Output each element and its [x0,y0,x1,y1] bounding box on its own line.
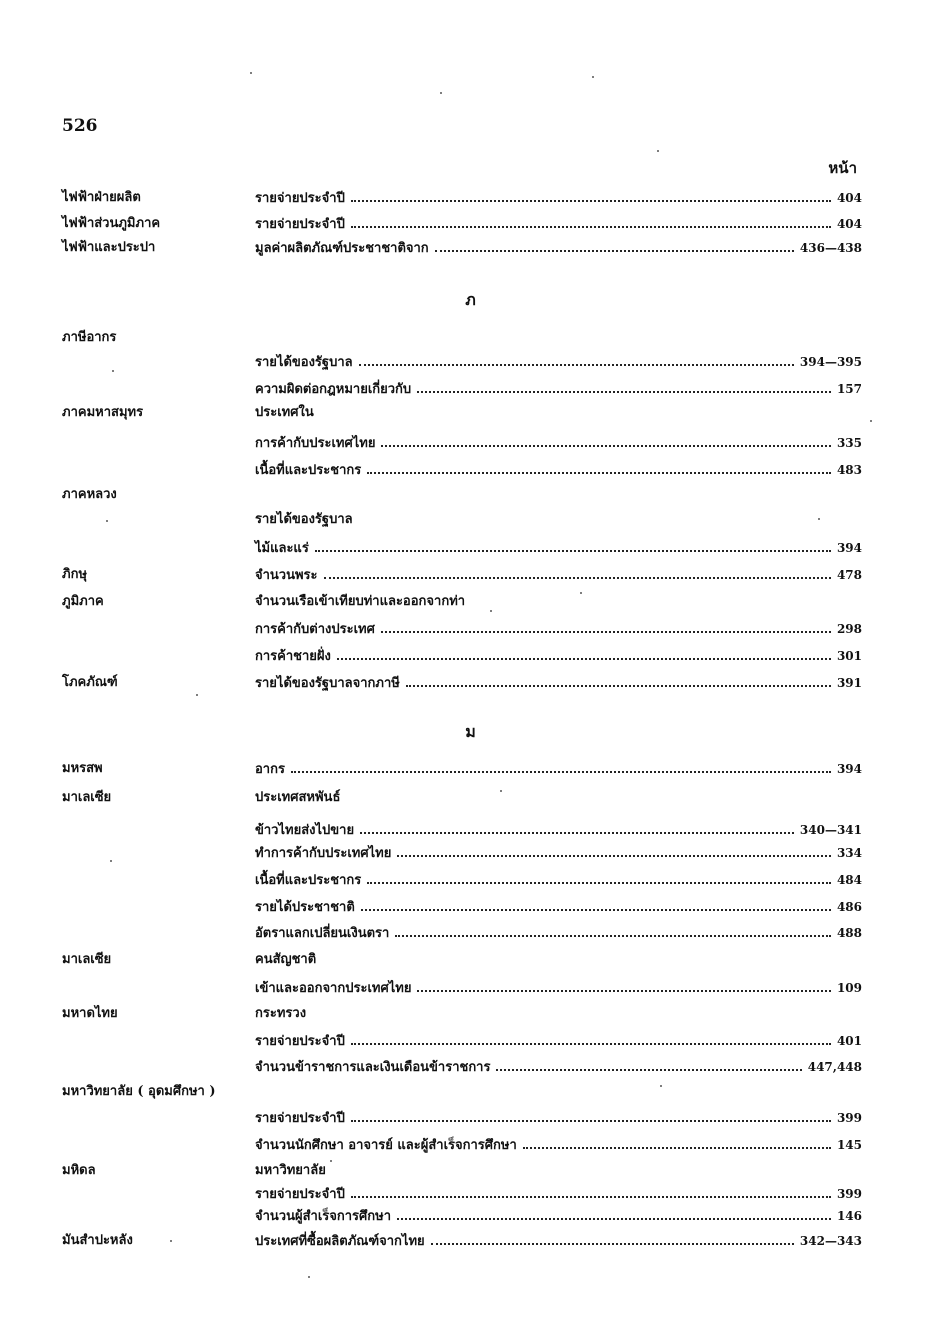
index-description [255,671,862,696]
scan-speck [112,370,114,372]
dot-leader [337,644,831,660]
index-description [255,1159,862,1183]
index-description [255,590,862,614]
page-reference: 391 [836,676,862,690]
index-description [255,976,862,1001]
page-reference: 301 [836,649,862,663]
index-description-text: รายจ่ายประจำปี [255,217,345,232]
index-description [255,236,862,261]
index-description [255,508,862,532]
page-reference: 146 [836,1209,862,1223]
index-description-text: จำนวนนักศึกษา อาจารย์ และผู้สำเร็จการศึกษา [255,1138,517,1153]
page-reference: 394 [836,762,862,776]
index-description-text: อากร [255,762,285,777]
index-description-text: รายได้ของรัฐบาล [255,355,353,370]
index-entry [62,536,862,560]
dot-leader [351,1182,831,1198]
index-description-text: รายจ่ายประจำปี [255,191,345,206]
index-term: มหิดล [62,1163,96,1178]
dot-leader [435,236,794,252]
page-reference: 334 [836,846,862,860]
index-description [255,1002,862,1026]
index-description [255,431,862,456]
index-entry [62,757,862,781]
index-description-text: ประเทศใน [255,405,314,420]
index-description [255,921,862,946]
index-description-text: รายได้ของรัฐบาล [255,512,353,527]
dot-leader [359,350,794,366]
index-description [255,350,862,375]
index-description [255,1055,862,1080]
index-description-text: การค้ากับต่างประเทศ [255,622,375,637]
page-reference: 488 [836,926,862,940]
index-entry [62,1229,862,1253]
scan-speck [250,72,252,74]
index-entry [62,671,862,695]
page-reference: 399 [836,1111,862,1125]
dot-leader [417,976,830,992]
index-entry [62,483,862,507]
index-term: ภาคมหาสมุทร [62,405,144,420]
page-reference: 145 [836,1138,862,1152]
index-entry [62,976,862,1000]
scan-speck [660,1085,662,1087]
index-description-text: อัตราแลกเปลี่ยนเงินตรา [255,926,390,941]
index-entry [62,617,862,641]
index-description-text: ประเทศที่ซื้อผลิตภัณฑ์จากไทย [255,1234,425,1249]
index-entry [62,1055,862,1079]
index-entry [62,868,862,892]
page-reference: 483 [836,463,862,477]
index-term: มหรสพ [62,761,103,776]
index-description-text: รายได้ของรัฐบาลจากภาษี [255,676,400,691]
index-description-text: การค้าชายฝั่ง [255,649,331,664]
index-description [255,458,862,483]
scan-speck [330,1160,332,1162]
page-reference: 447,448 [807,1060,862,1074]
index-description [255,841,862,866]
page-reference: 486 [836,900,862,914]
dot-leader [431,1229,794,1245]
dot-leader [351,186,831,202]
dot-leader [351,212,831,228]
index-description-text: รายจ่ายประจำปี [255,1111,345,1126]
dot-leader [406,671,831,687]
index-description [255,644,862,669]
index-description-text: ประเทศสหพันธ์ [255,790,341,805]
scan-speck [106,520,108,522]
page-reference: 298 [836,622,862,636]
index-description [255,401,862,425]
page-number: 526 [62,116,98,136]
index-term: มหาวิทยาลัย ( อุดมศึกษา ) [62,1084,216,1099]
index-entry [62,786,862,810]
dot-leader [381,431,830,447]
dot-leader [291,757,831,773]
index-entry [62,212,862,236]
dot-leader [496,1055,801,1071]
scan-speck [308,1276,310,1278]
index-entry [62,1080,862,1104]
index-entry [62,590,862,614]
page-reference: 484 [836,873,862,887]
index-term: มาเลเซีย [62,952,112,967]
index-description-text: ความผิดต่อกฎหมายเกี่ยวกับ [255,382,412,397]
index-description [255,617,862,642]
page-reference: 404 [836,191,862,205]
index-description-text: รายจ่ายประจำปี [255,1034,345,1049]
index-description-text: ไม้และแร่ [255,541,309,556]
page-reference: 478 [836,568,862,582]
index-term: ไฟฟ้าและประปา [62,240,156,255]
dot-leader [523,1133,831,1149]
index-description [255,757,862,782]
index-description-text: รายจ่ายประจำปี [255,1187,345,1202]
index-description-text: เนื้อที่และประชากร [255,463,362,478]
scan-speck [870,420,872,422]
scan-speck [592,76,594,78]
index-description-text: เนื้อที่และประชากร [255,873,362,888]
index-entry [62,841,862,865]
index-description-text: คนสัญชาติ [255,952,317,967]
index-term: มันสำปะหลัง [62,1233,133,1248]
index-description [255,536,862,561]
index-description-text: จำนวนพระ [255,568,318,583]
index-entry [62,921,862,945]
dot-leader [351,1029,831,1045]
index-description [255,948,862,972]
page-reference: 404 [836,217,862,231]
page-reference: 394 [836,541,862,555]
index-description-text: จำนวนเรือเข้าเทียบท่าและออกจากท่า [255,594,466,609]
index-entry [62,895,862,919]
index-description-text: กระทรวง [255,1006,307,1021]
index-entry [62,236,862,260]
scan-speck [500,790,502,792]
index-entry [62,563,862,587]
dot-leader [397,1204,831,1220]
dot-leader [367,458,831,474]
index-description-text: ข้าวไทยส่งไปขาย [255,823,355,838]
index-entry [62,508,862,532]
index-entry [62,818,862,842]
scan-speck [490,610,492,612]
section-letter-mo: ม [465,722,476,741]
dot-leader [315,536,831,552]
index-description-text: จำนวนข้าราชการและเงินเดือนข้าราชการ [255,1060,491,1075]
index-description [255,786,862,810]
index-entry [62,1133,862,1157]
dot-leader [395,921,831,937]
index-term: โภคภัณฑ์ [62,675,118,690]
index-term: ภาคหลวง [62,487,117,502]
scan-speck [170,1240,172,1242]
index-description-text: จำนวนผู้สำเร็จการศึกษา [255,1209,392,1224]
scan-speck [110,860,112,862]
page-reference: 399 [836,1187,862,1201]
dot-leader [367,868,831,884]
dot-leader [351,1106,831,1122]
index-description-text: การค้ากับประเทศไทย [255,436,376,451]
dot-leader [397,841,831,857]
page-reference: 335 [836,436,862,450]
index-description [255,868,862,893]
dot-leader [417,377,831,393]
index-entry [62,1159,862,1183]
page-reference: 436—438 [799,241,862,255]
index-term: มาเลเซีย [62,790,112,805]
index-description [255,1204,862,1229]
index-entry [62,458,862,482]
index-entry [62,377,862,401]
index-description [255,1029,862,1054]
index-description [255,186,862,211]
index-description-text: มหาวิทยาลัย [255,1163,326,1178]
dot-leader [360,818,794,834]
index-description [255,895,862,920]
index-entry [62,1029,862,1053]
dot-leader [381,617,831,633]
index-entry [62,431,862,455]
index-entry [62,948,862,972]
index-description [255,377,862,402]
scan-speck [196,694,198,696]
index-term: ไฟฟ้าฝ่ายผลิต [62,190,141,205]
index-entry [62,1002,862,1026]
index-entry [62,1204,862,1228]
index-term: มหาดไทย [62,1006,118,1021]
page-column-header: หน้า [828,159,857,177]
scan-speck [818,518,820,520]
index-term: ภิกษุ [62,567,88,582]
index-description [255,212,862,237]
index-entry [62,401,862,425]
page-reference: 342—343 [799,1234,862,1248]
dot-leader [361,895,831,911]
index-description [255,1106,862,1131]
index-description [255,1133,862,1158]
index-term: ภาษีอากร [62,330,117,345]
section-letter-bho: ภ [465,290,476,309]
page-reference: 394—395 [799,355,862,369]
index-entry [62,1182,862,1206]
index-description [255,818,862,843]
index-description-text: มูลค่าผลิตภัณฑ์ประชาชาติจาก [255,241,429,256]
index-entry [62,326,862,350]
scan-speck [657,150,659,152]
index-entry [62,644,862,668]
index-description [255,563,862,588]
scan-speck [440,92,442,94]
dot-leader [324,563,831,579]
index-term: ไฟฟ้าส่วนภูมิภาค [62,216,161,231]
page-reference: 401 [836,1034,862,1048]
index-term: ภูมิภาค [62,594,104,609]
index-description [255,1229,862,1254]
page-reference: 157 [836,382,862,396]
index-entry [62,186,862,210]
index-description-text: ทำการค้ากับประเทศไทย [255,846,392,861]
index-entry [62,350,862,374]
page-reference: 109 [836,981,862,995]
index-entry [62,1106,862,1130]
index-description-text: รายได้ประชาชาติ [255,900,355,915]
scan-speck [580,592,582,594]
page-reference: 340—341 [799,823,862,837]
index-description-text: เข้าและออกจากประเทศไทย [255,981,412,996]
